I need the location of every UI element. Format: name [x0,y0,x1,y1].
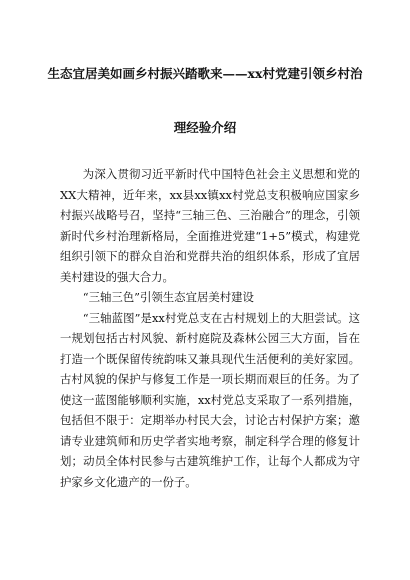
document-body [60,164,360,492]
document-title-line-1: 生态宜居美如画乡村振兴踏歌来——xx村党建引领乡村治 [47,66,363,81]
section-heading: “三轴三色”引领生态宜居美村建设 [82,290,254,304]
paragraph-three-axis-blueprint: “三轴蓝图”是xx村党总支在古村规划上的大胆尝试。这一规划包括古村风貌、新村庭院及森林公园三大方面，旨在打造一个既保留传统韵味又兼具现代生活便利的美好家园。古村风貌的保护与修复工作是一项长期而艰巨的任务。为了使这一蓝图能够顺利实施，xx村党总支采取了一系列措施，包括但不限于：定期举办村民大会，讨论古村保护方案；邀请专业建筑师和历史学者实地考察，制定科学合理的修复计划；动员全体村民参与古建筑维护工作，让每个人都成为守护家乡文化遗产的一份子。 [60,310,360,489]
paragraph-intro: 为深入贯彻习近平新时代中国特色社会主义思想和党的XX大精神，近年来，xx县xx镇xx村党总支积极响应国家乡村振兴战略号召，坚持“三轴三色、三治融合”的理念，引领新时代乡村治理新格局，全面推进党建“1+5”模式，构建党组织引领下的群众自治和党群共治的组织体系，形成了宜居美村建设的强大合力。 [60,167,360,284]
document-title-line-2: 理经验介绍 [173,120,237,135]
